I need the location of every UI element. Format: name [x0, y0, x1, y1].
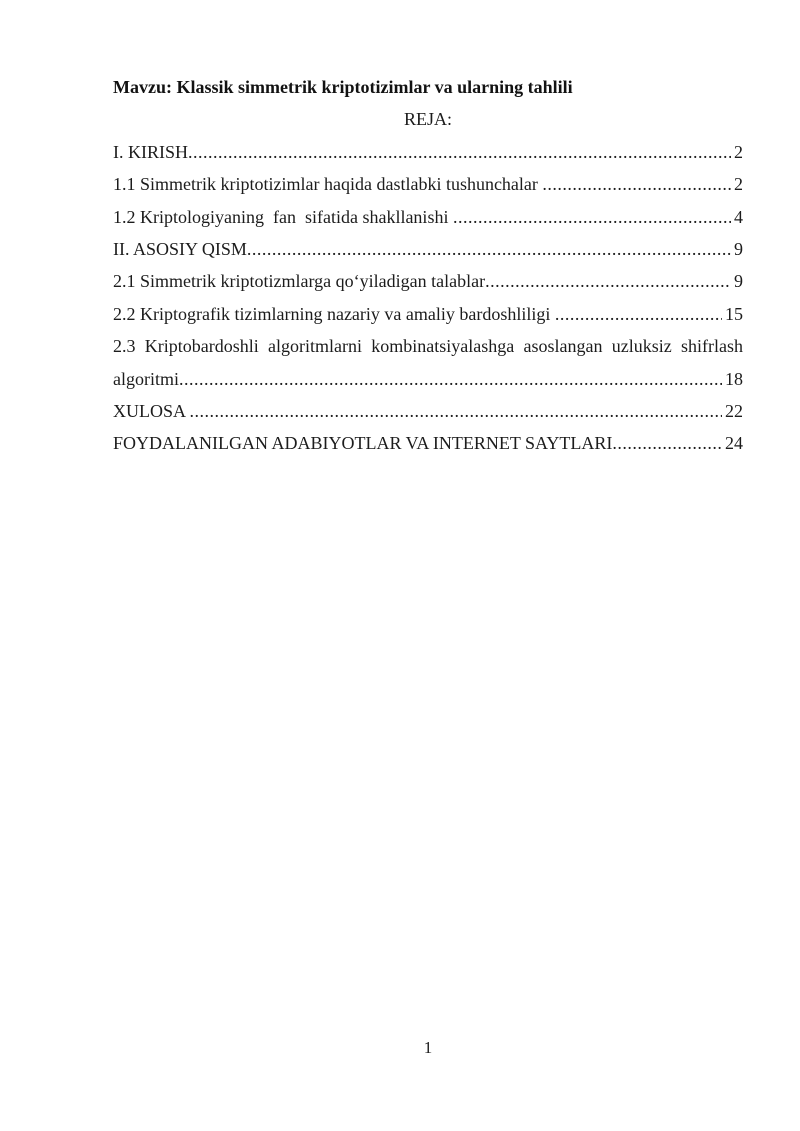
toc-entry-text: 2.3 Kriptobardoshli algoritmlarni kombinatsiyalashga asoslangan uzluksiz shifrlash [113, 336, 743, 357]
toc-row [113, 201, 743, 233]
toc-page-number: 18 [725, 368, 743, 389]
toc-row [113, 298, 743, 330]
toc-entry-text: 2.2 Kriptografik tizimlarning nazariy va amaliy bardoshliligi [113, 303, 555, 324]
toc-page-number: 22 [725, 400, 743, 421]
toc-entry-text: FOYDALANILGAN ADABIYOTLAR VA INTERNET SAYTLARI [113, 433, 613, 454]
toc-dot-leader [612, 427, 722, 459]
toc-entry-text: 1.1 Simmetrik kriptotizimlar haqida dastlabki tushunchalar [113, 174, 543, 195]
toc-row [113, 233, 743, 265]
toc-row [113, 168, 743, 200]
table-of-contents [113, 136, 743, 460]
toc-row [113, 265, 743, 297]
toc-entry-text: I. KIRISH [113, 141, 188, 162]
toc-dot-leader [542, 168, 731, 200]
toc-dot-leader [188, 136, 731, 168]
toc-entry-text: II. ASOSIY QISM [113, 238, 247, 259]
toc-dot-leader [453, 201, 731, 233]
toc-entry-text: XULOSA [113, 400, 190, 421]
toc-dot-leader [190, 395, 722, 427]
toc-entry-text: 2.1 Simmetrik kriptotizmlarga qoʻyiladigan talablar [113, 271, 486, 292]
toc-row [113, 136, 743, 168]
footer-page-number: 1 [423, 1038, 433, 1057]
toc-page-number: 2 [734, 174, 743, 195]
toc-row [113, 330, 743, 362]
toc-row [113, 427, 743, 459]
toc-entry-text: algoritmi [113, 368, 179, 389]
toc-dot-leader [555, 298, 722, 330]
document-content [113, 71, 743, 460]
toc-row [113, 395, 743, 427]
toc-page-number: 24 [725, 433, 743, 454]
toc-page-number: 15 [725, 303, 743, 324]
toc-page-number: 9 [734, 271, 743, 292]
toc-dot-leader [179, 363, 722, 395]
toc-page-number: 9 [734, 238, 743, 259]
toc-heading: REJA: [403, 109, 452, 130]
toc-page-number: 2 [734, 141, 743, 162]
toc-page-number: 4 [734, 206, 743, 227]
toc-row [113, 363, 743, 395]
toc-entry-text: 1.2 Kriptologiyaning fan sifatida shakllanishi [113, 206, 453, 227]
page-title: Mavzu: Klassik simmetrik kriptotizimlar va ularning tahlili [113, 77, 573, 97]
toc-dot-leader [485, 265, 731, 297]
toc-dot-leader [247, 233, 731, 265]
